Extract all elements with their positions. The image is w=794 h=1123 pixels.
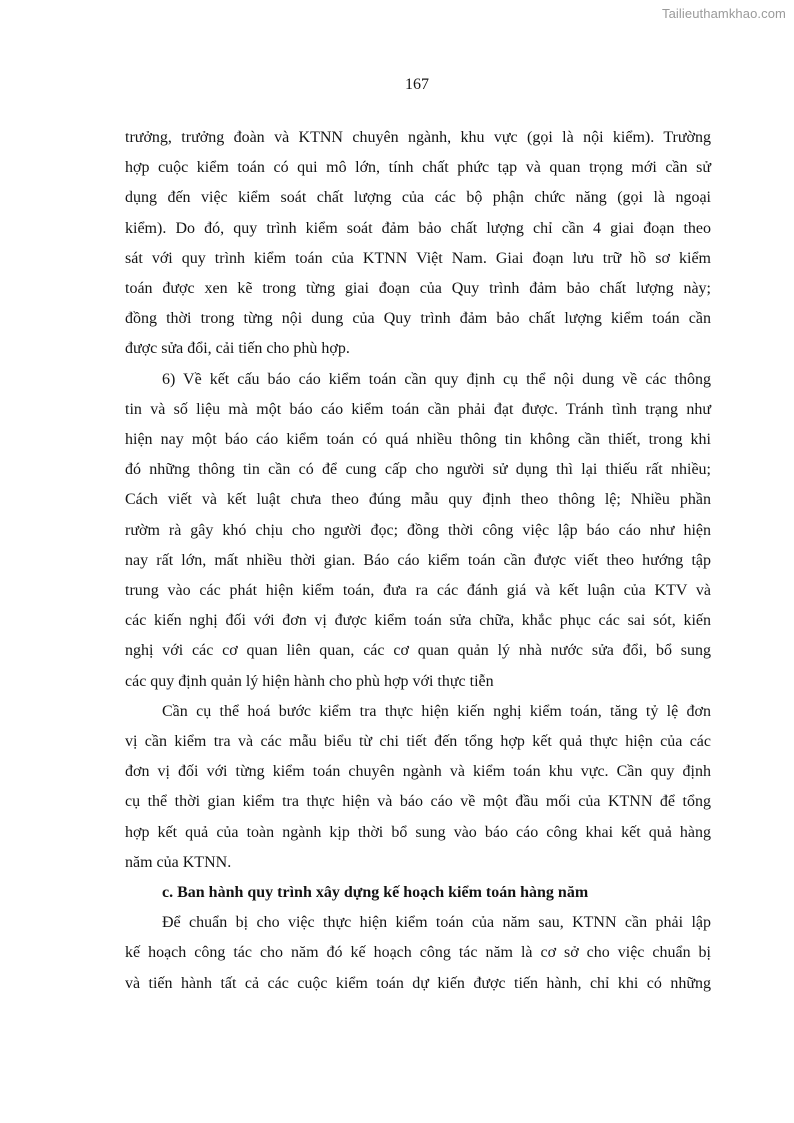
paragraph-followup <box>125 697 711 878</box>
text-line: và tiến hành tất cả các cuộc kiểm toán dự kiến được tiến hành, chỉ khi có những <box>125 974 711 992</box>
text-line: hợp cuộc kiểm toán có qui mô lớn, tính chất phức tạp và quan trọng mới cần sử <box>125 159 711 177</box>
text-line: rườm rà gây khó chịu cho người đọc; đồng thời công việc lập báo cáo như hiện <box>125 521 711 539</box>
text-line: toán được xen kẽ trong từng giai đoạn của Quy trình đảm bảo chất lượng này; <box>125 280 711 298</box>
text-line: được sửa đổi, cải tiến cho phù hợp. <box>125 340 350 358</box>
text-line: nay rất lớn, mất nhiều thời gian. Báo cáo kiểm toán cần được viết theo hướng tập <box>125 551 711 569</box>
text-line: các quy định quản lý hiện hành cho phù hợp với thực tiễn <box>125 672 494 690</box>
text-line: hợp kết quả của toàn ngành kịp thời bổ sung vào báo cáo công khai kết quả hàng <box>125 823 711 841</box>
page-body <box>125 123 711 999</box>
section-heading <box>125 878 711 908</box>
paragraph-annual-plan <box>125 908 711 999</box>
text-line: đơn vị đối với từng kiểm toán chuyên ngành và kiểm toán khu vực. Cần quy định <box>125 763 711 781</box>
text-line: trung vào các phát hiện kiểm toán, đưa ra các đánh giá và kết luận của KTV và <box>125 582 711 600</box>
text-line: Cần cụ thể hoá bước kiểm tra thực hiện kiến nghị kiểm toán, tăng tỷ lệ đơn <box>162 702 711 720</box>
paragraph-quality-control <box>125 123 711 365</box>
text-line: sát với quy trình kiểm toán của KTNN Việt Nam. Giai đoạn lưu trữ hồ sơ kiểm <box>125 249 711 267</box>
text-line: kế hoạch công tác cho năm đó kế hoạch công tác năm là cơ sở cho việc chuẩn bị <box>125 944 711 962</box>
text-line: cụ thể thời gian kiểm tra thực hiện và báo cáo về một đầu mối của KTNN để tổng <box>125 793 711 811</box>
text-line: dụng đến việc kiểm soát chất lượng của các bộ phận chức năng (gọi là ngoại <box>125 189 711 207</box>
text-line: tin và số liệu mà một báo cáo kiểm toán cần phải đạt được. Tránh tình trạng như <box>125 400 711 418</box>
text-line: nghị với các cơ quan liên quan, các cơ quan quản lý nhà nước sửa đổi, bổ sung <box>125 642 711 660</box>
paragraph-report-structure <box>125 365 711 697</box>
text-line: đồng thời trong từng nội dung của Quy trình đảm bảo chất lượng kiểm toán cần <box>125 310 711 328</box>
text-line: Để chuẩn bị cho việc thực hiện kiểm toán của năm sau, KTNN cần phải lập <box>162 914 711 932</box>
page-number: 167 <box>405 76 429 93</box>
text-line: đó những thông tin cần có để cung cấp cho người sử dụng thì lại thiếu rất nhiều; <box>125 461 711 479</box>
text-line: các kiến nghị đối với đơn vị được kiểm toán sửa chữa, khắc phục các sai sót, kiến <box>125 612 711 630</box>
text-line: kiểm). Do đó, quy trình kiểm soát đảm bảo chất lượng chỉ cần 4 giai đoạn theo <box>125 219 711 237</box>
text-line: năm của KTNN. <box>125 853 232 871</box>
text-line: Cách viết và kết luật chưa theo đúng mẫu quy định theo thông lệ; Nhiều phần <box>125 491 711 509</box>
heading-text: c. Ban hành quy trình xây dựng kế hoạch kiểm toán hàng năm <box>162 884 589 902</box>
text-line: vị cần kiểm tra và các mẫu biểu từ chi tiết đến tổng hợp kết quả thực hiện của các <box>125 733 711 751</box>
text-line: hiện nay một báo cáo kiểm toán có quá nhiều thông tin không cần thiết, trong khi <box>125 431 711 449</box>
watermark: Tailieuthamkhao.com <box>661 6 786 21</box>
text-line: 6) Về kết cấu báo cáo kiểm toán cần quy định cụ thể nội dung về các thông <box>162 370 711 388</box>
text-line: trưởng, trưởng đoàn và KTNN chuyên ngành, khu vực (gọi là nội kiểm). Trường <box>125 129 711 146</box>
